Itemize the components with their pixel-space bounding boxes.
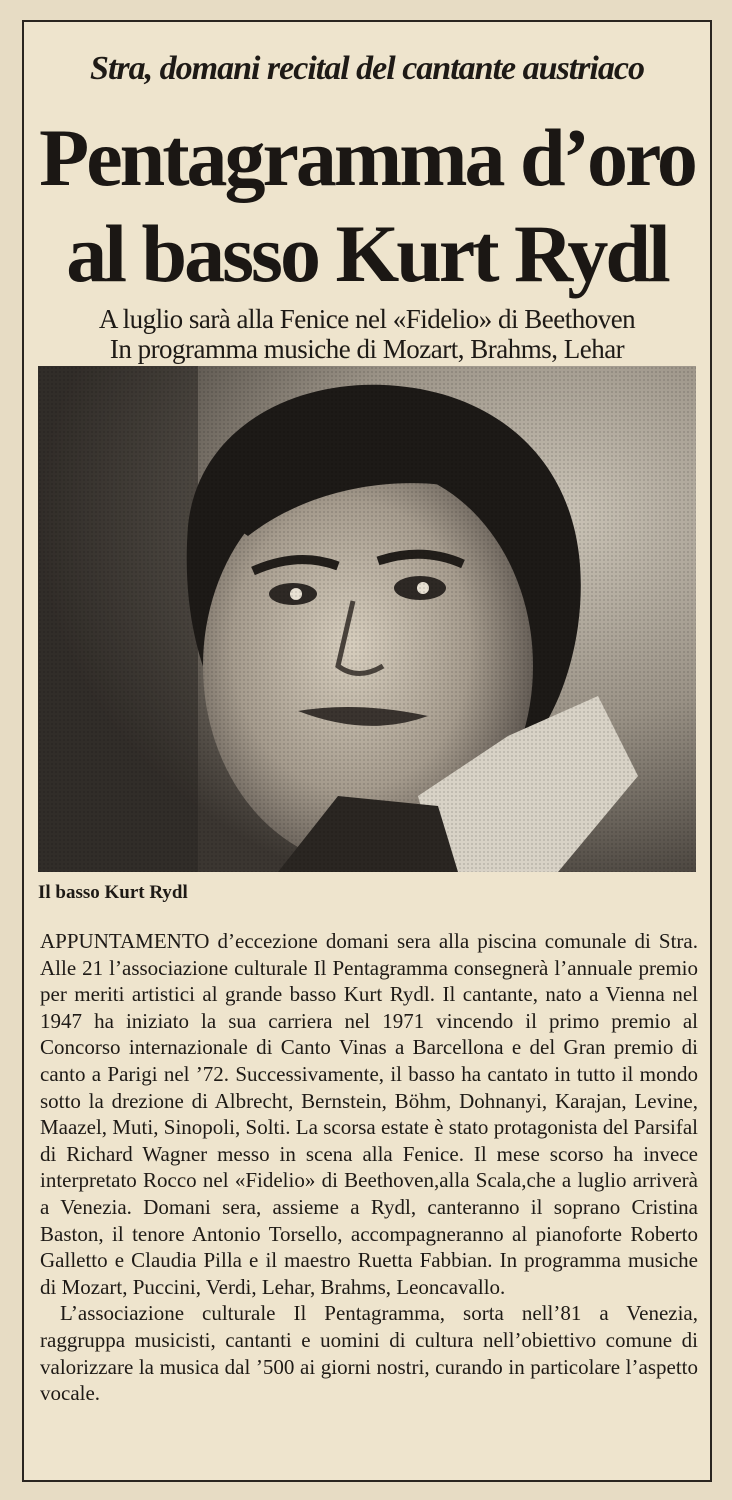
lead-word: APPUNTAMENTO: [40, 929, 210, 953]
article-kicker: Stra, domani recital del cantante austriaco: [90, 50, 644, 87]
paragraph-1-text: d’eccezione domani sera alla piscina comunale di Stra. Alle 21 l’associazione culturale Il Pentagramma consegnerà l’annuale premio per meriti artistici al grande basso Kurt Rydl. Il cantante, nato a Vienna nel 1947 ha iniziato la sua carriera nel 1971 vincendo il primo premio al Concorso internazionale di Canto Vinas a Barcellona e del Gran premio di canto a Parigi nel ’72. Successivamente, il basso ha cantato in tutto il mondo sotto la drezione di Albrecht, Bernstein, Böhm, Dohnanyi, Karajan, Levine, Maazel, Muti, Sinopoli, Solti. La scorsa estate è stato protagonista del Parsifal di Richard Wagner messo in scena alla Fenice. Il mese scorso ha invece interpretato Rocco nel «Fidelio» di Beethoven,alla Scala,che a luglio arriverà a Venezia. Domani sera, assieme a Rydl, canteranno il soprano Cristina Baston, il tenore Antonio Torsello, accompagneranno al pianoforte Roberto Galletto e Claudia Pilla e il maestro Ruetta Fabbian. In programma musiche di Mozart, Puccini, Verdi, Lehar, Brahms, Leoncavallo.: [40, 929, 698, 1299]
article-headline: [24, 110, 710, 302]
portrait-photo: [38, 366, 696, 872]
photo-caption: Il basso Kurt Rydl: [38, 882, 188, 903]
deck-line-1: A luglio sarà alla Fenice nel «Fidelio» di Beethoven: [98, 304, 636, 334]
body-paragraph-1: [40, 928, 698, 1300]
headline-line-1: Pentagramma d’oro: [39, 112, 695, 203]
body-paragraph-2: L’associazione culturale Il Pentagramma, sorta nell’81 a Venezia, raggruppa musicisti, cantanti e uomini di cultura nell’obiettivo comune di valorizzare la musica dal ’500 ai giorni nostri, curando in particolare l’aspetto vocale.: [40, 1301, 698, 1406]
deck-line-2: In programma musiche di Mozart, Brahms, Lehar: [109, 334, 625, 364]
article-deck: [24, 304, 710, 364]
headline-line-2: al basso Kurt Rydl: [66, 208, 668, 299]
article-body: [40, 928, 698, 1407]
